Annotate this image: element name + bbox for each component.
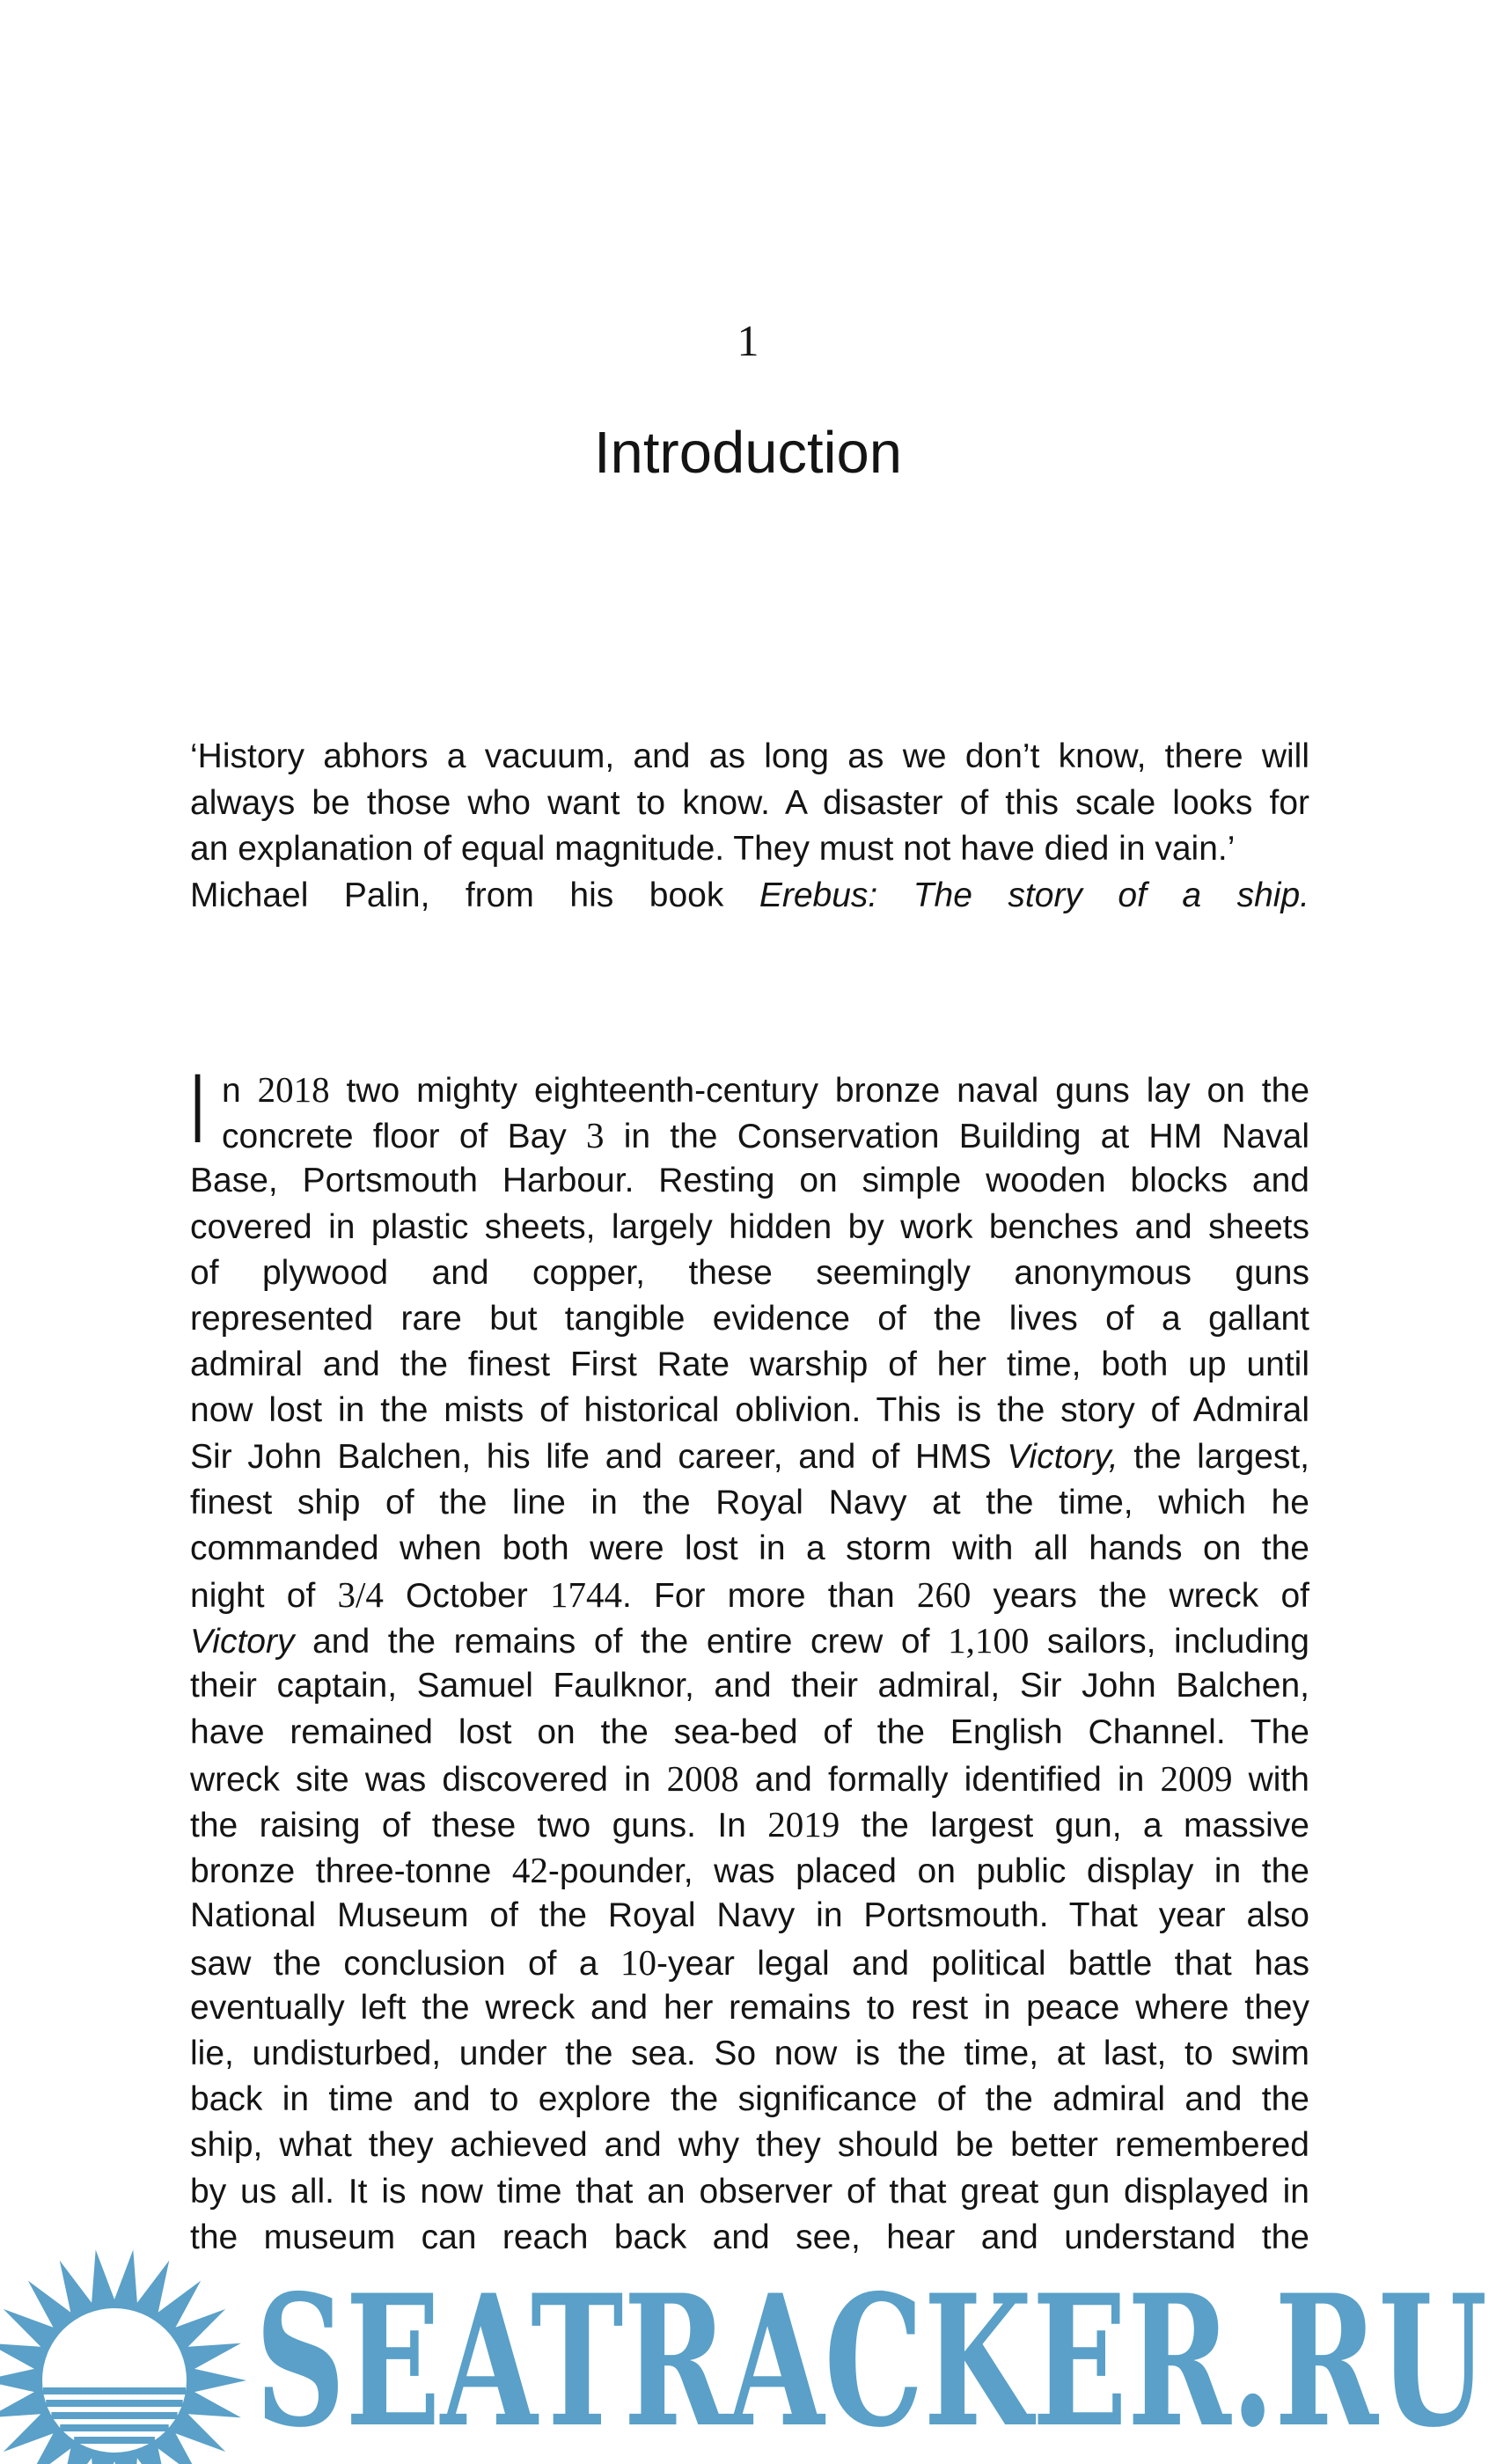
- text-run: two mighty eighteenth-century bronze naval guns lay on the: [329, 1072, 1310, 1110]
- numeral: 3/4: [337, 1574, 384, 1616]
- sea-stripe: [60, 2424, 168, 2431]
- text-run: wreck site was discovered in: [190, 1760, 667, 1799]
- text-run: of plywood and copper, these seemingly anonymous guns: [190, 1253, 1309, 1292]
- text-run: lie, undisturbed, under the sea. So now is the time, at last, to swim: [190, 2034, 1309, 2072]
- text-run: years the wreck of: [971, 1577, 1309, 1616]
- attribution-author: Michael Palin, from his book: [190, 876, 759, 914]
- text-run: bronze three-tonne: [190, 1852, 512, 1891]
- sea-stripe: [43, 2387, 186, 2394]
- text-run: with: [1232, 1760, 1309, 1799]
- text-run: the largest gun, a massive: [840, 1807, 1309, 1844]
- epigraph-line: an explanation of equal magnitude. They must not have died in vain.’: [190, 830, 1236, 868]
- body-line: [190, 1205, 1309, 1250]
- epigraph-attribution: [190, 873, 1309, 920]
- body-line: [190, 1296, 1309, 1342]
- text-run: National Museum of the Royal Navy in Portsmouth. That year also: [190, 1896, 1309, 1935]
- numeral: 2008: [666, 1757, 739, 1799]
- sea-stripe: [46, 2400, 183, 2407]
- body-line: [190, 1067, 1309, 1112]
- body-line: [190, 1526, 1309, 1572]
- text-run: and the remains of the entire crew of: [294, 1623, 949, 1661]
- text-run: -year legal and political battle that has: [656, 1944, 1309, 1983]
- text-run: the museum can reach back and see, hear and understand the: [190, 2218, 1309, 2256]
- body-paragraph: [190, 1067, 1309, 2261]
- numeral: 1,100: [948, 1620, 1030, 1661]
- text-run: October: [383, 1577, 550, 1616]
- text-run: back in time and to explore the significance of the admiral and the: [190, 2080, 1309, 2119]
- numeral: 42: [511, 1850, 548, 1891]
- numeral: 10: [620, 1941, 656, 1983]
- text-run: night of: [190, 1577, 338, 1616]
- numeral: 260: [916, 1574, 972, 1616]
- text-run: Base, Portsmouth Harbour. Resting on simple wooden blocks and: [190, 1162, 1309, 1200]
- text-run: the largest,: [1118, 1437, 1309, 1476]
- drop-cap: I: [190, 1053, 206, 1163]
- body-line: [190, 1480, 1309, 1526]
- body-line: [190, 1434, 1309, 1480]
- body-line: [190, 1710, 1309, 1756]
- text-run: and formally identified in: [738, 1760, 1161, 1799]
- epigraph-line: always be those who want to know. A disaster of this scale looks for: [190, 783, 1309, 822]
- numeral: 2018: [257, 1069, 330, 1110]
- italic-text: Victory: [190, 1623, 295, 1661]
- text-run: represented rare but tangible evidence of the lives of a gallant: [190, 1299, 1309, 1338]
- text-run: have remained lost on the sea-bed of the English Channel. The: [190, 1712, 1309, 1751]
- text-run: eventually left the wreck and her remains to rest in peace where they: [190, 1988, 1309, 2027]
- text-run: admiral and the finest First Rate warship of her time, both up until: [190, 1346, 1309, 1384]
- sea-stripe: [74, 2437, 155, 2444]
- text-run: -pounder, was placed on public display in the: [547, 1852, 1309, 1891]
- text-run: finest ship of the line in the Royal Navy at the time, which he: [190, 1483, 1309, 1522]
- body-line: [190, 2077, 1309, 2123]
- text-run: their captain, Samuel Faulknor, and their admiral, Sir John Balchen,: [190, 1667, 1309, 1705]
- body-line: [190, 1572, 1309, 1617]
- text-run: sailors, including: [1029, 1623, 1309, 1661]
- body-line: [190, 1250, 1309, 1296]
- italic-text: Victory,: [1007, 1437, 1118, 1476]
- text-run: the raising of these two guns. In: [190, 1807, 768, 1844]
- attribution-book-title: Erebus: The story of a ship.: [759, 876, 1309, 914]
- body-line: [190, 1342, 1309, 1388]
- text-run: now lost in the mists of historical oblivion. This is the story of Admiral: [190, 1391, 1309, 1430]
- sun-over-sea-icon: [0, 2250, 246, 2464]
- text-run: by us all. It is now time that an observer of that great gun displayed in: [190, 2172, 1309, 2211]
- body-line: [190, 1893, 1309, 1939]
- body-line: [190, 1158, 1309, 1204]
- numeral: 1744: [549, 1574, 622, 1616]
- text-run: concrete floor of Bay: [222, 1118, 587, 1156]
- body-line: [190, 1617, 1309, 1663]
- body-line: [190, 1756, 1309, 1801]
- text-run: covered in plastic sheets, largely hidden by work benches and sheets: [190, 1207, 1309, 1246]
- text-run: commanded when both were lost in a storm with all hands on the: [190, 1529, 1309, 1567]
- numeral: 3: [586, 1115, 605, 1156]
- watermark: [0, 2248, 1496, 2464]
- numeral: 2009: [1160, 1757, 1233, 1799]
- body-line: [190, 2031, 1309, 2077]
- text-run: in the Conservation Building at HM Naval: [604, 1118, 1309, 1156]
- body-line: [190, 2169, 1309, 2215]
- text-run: n: [222, 1072, 258, 1110]
- body-line: [190, 1985, 1309, 2031]
- body-line: [190, 1388, 1309, 1434]
- text-run: saw the conclusion of a: [190, 1944, 620, 1983]
- body-line: [190, 2123, 1309, 2168]
- text-run: . For more than: [621, 1577, 917, 1616]
- chapter-title: Introduction: [593, 420, 903, 486]
- text-run: Sir John Balchen, his life and career, and of HMS: [190, 1437, 1008, 1476]
- text-run: ship, what they achieved and why they should be better remembered: [190, 2126, 1309, 2165]
- numeral: 2019: [767, 1804, 840, 1844]
- epigraph: [190, 734, 1309, 919]
- epigraph-line: ‘History abhors a vacuum, and as long as we don’t know, there will: [190, 737, 1309, 775]
- watermark-text: SEATRACKER.RU: [255, 2256, 1487, 2464]
- sea-stripe: [51, 2412, 177, 2419]
- body-line: [190, 1847, 1309, 1893]
- body-line: [190, 1663, 1309, 1709]
- body-line: [190, 1940, 1309, 1985]
- body-line: [190, 1112, 1309, 1158]
- body-line: [190, 1801, 1309, 1847]
- chapter-number: 1: [737, 316, 759, 365]
